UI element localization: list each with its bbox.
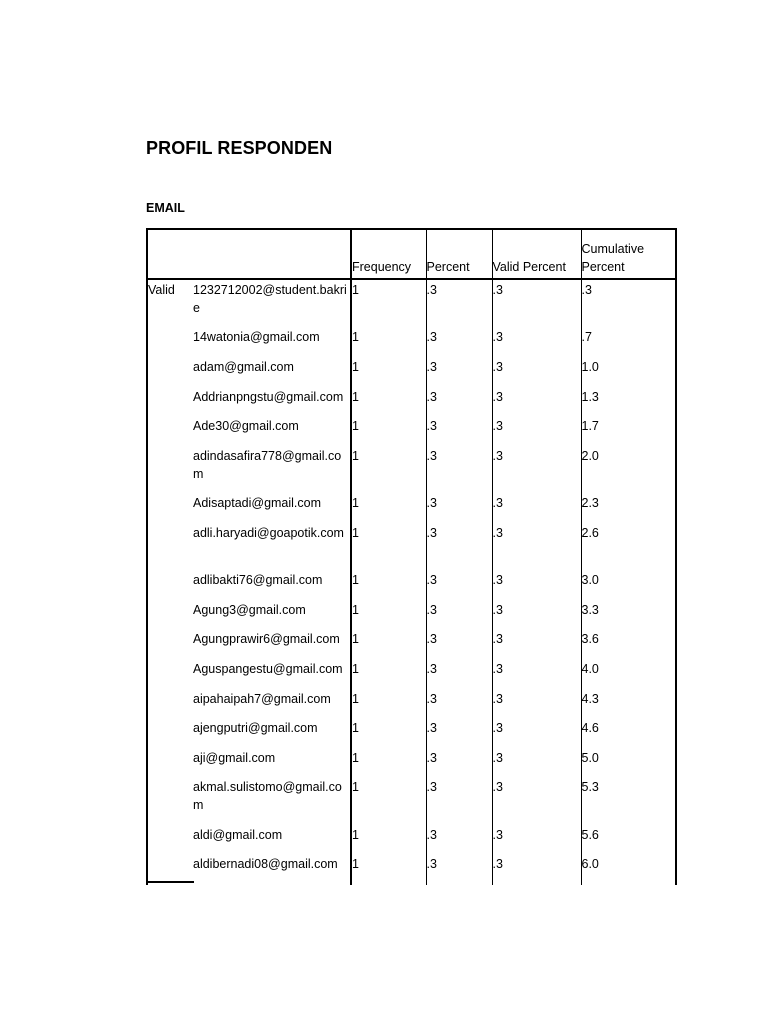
cell-email: ajengputri@gmail.com	[193, 721, 318, 736]
cell-cumulative-percent: 1.7	[581, 417, 676, 447]
cell-percent: .3	[426, 447, 492, 494]
cell-cumulative-percent: 5.6	[581, 826, 676, 856]
table-row	[147, 719, 676, 749]
cell-frequency: 1	[351, 328, 426, 358]
cell-email: adlibakti76@gmail.com	[193, 573, 323, 588]
cell-email: 1232712002@student.bakrie	[193, 283, 347, 315]
table-row	[147, 778, 676, 825]
table-row	[147, 417, 676, 447]
cell-percent: .3	[426, 660, 492, 690]
table-row	[147, 494, 676, 524]
cell-cumulative-percent: 2.3	[581, 494, 676, 524]
row-group-label	[147, 778, 193, 825]
table-row	[147, 601, 676, 631]
cell-email: aipahaipah7@gmail.com	[193, 691, 331, 706]
cell-email: akmal.sulistomo@gmail.com	[193, 780, 342, 813]
cell-cumulative-percent: 4.6	[581, 719, 676, 749]
cell-percent: .3	[426, 826, 492, 856]
row-group-label	[147, 719, 193, 749]
row-group-label	[147, 826, 193, 856]
cell-percent: .3	[426, 630, 492, 660]
cell-cumulative-percent: .3	[581, 279, 676, 328]
table-row	[147, 447, 676, 494]
cell-valid-percent: .3	[492, 719, 581, 749]
table-row	[147, 388, 676, 418]
cell-percent: .3	[426, 417, 492, 447]
row-group-label	[147, 601, 193, 631]
cell-valid-percent: .3	[492, 690, 581, 720]
cell-cumulative-percent: .7	[581, 328, 676, 358]
cell-percent: .3	[426, 328, 492, 358]
cell-percent: .3	[426, 601, 492, 631]
table-row	[147, 660, 676, 690]
cell-email: aldi@gmail.com	[193, 827, 283, 842]
header-valid-percent: Valid Percent	[492, 229, 581, 279]
cell-email: Agungprawir6@gmail.com	[193, 632, 340, 647]
cell-frequency: 1	[351, 417, 426, 447]
row-group-label	[147, 417, 193, 447]
header-cumulative-percent: Cumulative Percent	[581, 229, 676, 279]
row-group-label	[147, 630, 193, 660]
row-group-label	[147, 524, 193, 571]
cell-frequency: 1	[351, 358, 426, 388]
cell-frequency: 1	[351, 447, 426, 494]
table-row	[147, 328, 676, 358]
cell-percent: .3	[426, 778, 492, 825]
cell-valid-percent: .3	[492, 388, 581, 418]
row-group-label	[147, 690, 193, 720]
cell-cumulative-percent: 5.0	[581, 749, 676, 779]
cell-valid-percent: .3	[492, 778, 581, 825]
header-percent: Percent	[426, 229, 492, 279]
cell-frequency: 1	[351, 719, 426, 749]
cell-frequency: 1	[351, 630, 426, 660]
cell-cumulative-percent: 1.0	[581, 358, 676, 388]
cell-email: adli.haryadi@goapotik.com	[193, 525, 344, 540]
cell-valid-percent: .3	[492, 826, 581, 856]
cell-cumulative-percent: 5.3	[581, 778, 676, 825]
row-group-label	[147, 328, 193, 358]
cell-cumulative-percent: 3.6	[581, 630, 676, 660]
page-title: PROFIL RESPONDEN	[146, 138, 333, 158]
cell-percent: .3	[426, 358, 492, 388]
cell-email: Aguspangestu@gmail.com	[193, 661, 343, 676]
cell-valid-percent: .3	[492, 328, 581, 358]
table-row	[147, 749, 676, 779]
cell-email: Addrianpngstu@gmail.com	[193, 389, 344, 404]
row-group-label	[147, 447, 193, 494]
cell-percent: .3	[426, 494, 492, 524]
table-bottom-rule	[146, 881, 194, 883]
header-frequency: Frequency	[351, 229, 426, 279]
table-header-row	[147, 229, 676, 279]
cell-valid-percent: .3	[492, 630, 581, 660]
cell-email: Ade30@gmail.com	[193, 419, 299, 434]
frequency-table-container	[146, 228, 677, 885]
frequency-table	[146, 228, 677, 885]
table-row	[147, 358, 676, 388]
table-row	[147, 279, 676, 328]
cell-percent: .3	[426, 279, 492, 328]
row-group-label: Valid	[147, 279, 193, 328]
cell-valid-percent: .3	[492, 660, 581, 690]
cell-percent: .3	[426, 855, 492, 885]
cell-email: aji@gmail.com	[193, 750, 276, 765]
cell-cumulative-percent: 4.0	[581, 660, 676, 690]
cell-frequency: 1	[351, 660, 426, 690]
cell-email: aldibernadi08@gmail.com	[193, 857, 338, 872]
cell-percent: .3	[426, 690, 492, 720]
cell-frequency: 1	[351, 855, 426, 885]
cell-email: Adisaptadi@gmail.com	[193, 496, 322, 511]
table-row	[147, 855, 676, 885]
row-group-label	[147, 749, 193, 779]
row-group-label	[147, 388, 193, 418]
header-blank	[147, 229, 351, 279]
cell-email: adam@gmail.com	[193, 359, 294, 374]
cell-cumulative-percent: 2.0	[581, 447, 676, 494]
row-group-label	[147, 571, 193, 601]
cell-percent: .3	[426, 571, 492, 601]
cell-cumulative-percent: 4.3	[581, 690, 676, 720]
cell-valid-percent: .3	[492, 855, 581, 885]
cell-valid-percent: .3	[492, 494, 581, 524]
cell-frequency: 1	[351, 690, 426, 720]
cell-cumulative-percent: 3.3	[581, 601, 676, 631]
table-row	[147, 826, 676, 856]
row-group-label	[147, 358, 193, 388]
cell-percent: .3	[426, 719, 492, 749]
cell-valid-percent: .3	[492, 358, 581, 388]
cell-frequency: 1	[351, 826, 426, 856]
table-row	[147, 524, 676, 571]
table-row	[147, 630, 676, 660]
cell-valid-percent: .3	[492, 447, 581, 494]
cell-valid-percent: .3	[492, 601, 581, 631]
cell-frequency: 1	[351, 388, 426, 418]
cell-valid-percent: .3	[492, 571, 581, 601]
cell-cumulative-percent: 2.6	[581, 524, 676, 571]
cell-frequency: 1	[351, 494, 426, 524]
cell-frequency: 1	[351, 524, 426, 571]
cell-valid-percent: .3	[492, 524, 581, 571]
cell-cumulative-percent: 6.0	[581, 855, 676, 885]
cell-valid-percent: .3	[492, 749, 581, 779]
cell-frequency: 1	[351, 749, 426, 779]
row-group-label	[147, 494, 193, 524]
cell-frequency: 1	[351, 778, 426, 825]
cell-email: 14watonia@gmail.com	[193, 330, 320, 345]
cell-valid-percent: .3	[492, 279, 581, 328]
table-body	[147, 279, 676, 885]
cell-valid-percent: .3	[492, 417, 581, 447]
row-group-label	[147, 660, 193, 690]
table-row	[147, 571, 676, 601]
cell-email: Agung3@gmail.com	[193, 602, 306, 617]
cell-percent: .3	[426, 524, 492, 571]
table-row	[147, 690, 676, 720]
cell-email: adindasafira778@gmail.com	[193, 448, 342, 481]
section-title: EMAIL	[146, 201, 185, 215]
cell-percent: .3	[426, 388, 492, 418]
cell-frequency: 1	[351, 279, 426, 328]
cell-frequency: 1	[351, 601, 426, 631]
cell-percent: .3	[426, 749, 492, 779]
cell-cumulative-percent: 3.0	[581, 571, 676, 601]
cell-frequency: 1	[351, 571, 426, 601]
cell-cumulative-percent: 1.3	[581, 388, 676, 418]
